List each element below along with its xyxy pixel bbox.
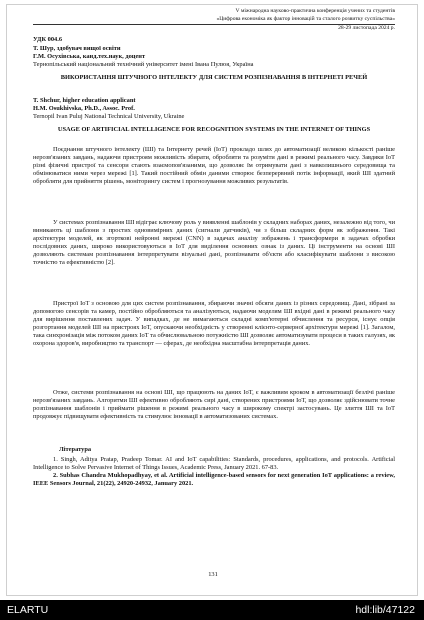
paragraph-2: У системах розпізнавання ШІ відіграє ключову роль у виявленні шаблонів у складних наборах даних, незалежно від того, чи виникають ці шаблони з простих одновимірних даних (сигнали датчиків), чи з більш складних форм як зображення. Такі архітектури моделей, як згорткові нейронні мережі (CNN) в задачах аналізу зображень і трансформери в задачах обробки послідовних даних, широко використовуються в IoT для виділення основних ознак із даних. Ці інструменти на основі ШІ дозволяють системам розпізнавання інтерпретувати візуальні дані, розпізнавати об'єкти або класифікувати шаблони з високою точністю та ефективністю [2]. bbox=[33, 219, 395, 266]
page-number: 131 bbox=[208, 571, 218, 578]
paragraph-3: Пристрої IoT з основою для цих систем розпізнавання, збираючи значні обсяги даних із різних середовищ. Дані, зібрані за допомогою сенсорів та камер, постійно обробляються та аналізуються, надаючи моделям ШІ вхідні дані в режимі реального часу для вирішення поставлених задач. У випадках, де не вимагаються складні комп'ютерні обчислення та ресурси, існує опція розгортання моделей ШІ на пристроях IoT, опускаючи необхідність у створенні клієнто-серверної архітектури мережі [1]. Загалом, така синхронізація між потоком даних IoT та обчислювальною потужністю ШІ дозволяє автоматизувати процеси в таких галузях, як охорона здоров'я, виробництво та транспорт — сферах, де необхідна масштабна інтерпретація даних. bbox=[33, 300, 395, 347]
author-en-1: T. Shchur, higher education applicant bbox=[33, 97, 136, 104]
references-title: Література bbox=[59, 446, 92, 453]
udk-code: УДК 004.6 bbox=[33, 36, 63, 43]
reference-item-1: 1. Singh, Aditya Pratap, Pradeep Tomar. AI and IoT capabilities: Standards, procedures, applications, and protocols. Artificial Intelligence to Solve Pervasive Internet of Things Issues, Academic Press, January 2021. 67-83. bbox=[33, 456, 395, 471]
paragraph-1: Поєднання штучного інтелекту (ШІ) та Інтернету речей (IoT) прокладо шлях до автоматизації великою кількості раніше нерозв'язаних завдань, надаючи пристроям можливість збирати, обробляти та розуміти дані в режимі реального часу. Завдяки IoT різні фізичні пристрої та сенсори стають взаємопов'язаними, що дозволяє їм отримувати дані з навколишнього середовища та обмінюватися ними через мережі [1]. Такий постійний обмін даними створює безперервний потік інформації, який ШІ здатний обробляти для прийняття рішень, моніторингу систем і прогнозування можливих результатів. bbox=[33, 146, 395, 185]
footer-bar bbox=[0, 600, 424, 620]
reference-item-2: 2. Subhas Chandra Mukhopadhyay, et al. Artificial intelligence-based sensors for next generation IoT applications: a review, IEEE Sensors Journal, 21(22), 24920-24932, January 2021. bbox=[33, 472, 395, 487]
conference-header-line1: V міжнародна науково-практична конференція учених та студентів bbox=[235, 8, 395, 14]
affiliation-ua: Тернопільський національний технічний університет імені Івана Пулюя, Україна bbox=[33, 61, 254, 68]
affiliation-en: Ternopil Ivan Puluj National Technical University, Ukraine bbox=[33, 113, 185, 120]
footer-handle: hdl:lib/47122 bbox=[355, 604, 415, 616]
conference-header-line2: «Цифрова економіка як фактор інновацій та сталого розвитку суспільства» bbox=[216, 16, 395, 22]
title-en: USAGE OF ARTIFICIAL INTELLIGENCE FOR RECOGNITION SYSTEMS IN THE INTERNET OF THINGS bbox=[57, 126, 371, 133]
title-ua: ВИКОРИСТАННЯ ШТУЧНОГО ІНТЕЛЕКТУ ДЛЯ СИСТЕМ РОЗПІЗНАВАННЯ В ІНТЕРНЕТІ РЕЧЕЙ bbox=[60, 74, 368, 81]
conference-date: 28-29 листопада 2024 р. bbox=[338, 25, 395, 31]
author-en-2: H.M. Osukhivska, Ph.D., Assoc. Prof. bbox=[33, 105, 135, 112]
author-ua-2: Г.М. Осухівська, канд.тех.наук, доцент bbox=[33, 53, 146, 60]
document-page bbox=[6, 4, 418, 596]
footer-repository-name: ELARTU bbox=[7, 604, 49, 616]
author-ua-1: Т. Шур, здобувач вищої освіти bbox=[33, 45, 121, 52]
references-list bbox=[33, 456, 395, 488]
paragraph-4: Отже, системи розпізнавання на основі ШІ, що працюють на даних IoT, є важливим кроком в автоматизації безлічі раніше нерозв'язаних завдань. Алгоритми ШІ ефективно обробляють сирі дані, створених пристроями IoT, що дозволяє здійснювати точне розпізнавання шаблонів і приймати рішення в режимі реального часу в широкому спектрі застосувань. Це злиття ШІ та IoT продовжує підвищувати ефективність та стимулює інновації в автоматизованих системах. bbox=[33, 389, 395, 420]
